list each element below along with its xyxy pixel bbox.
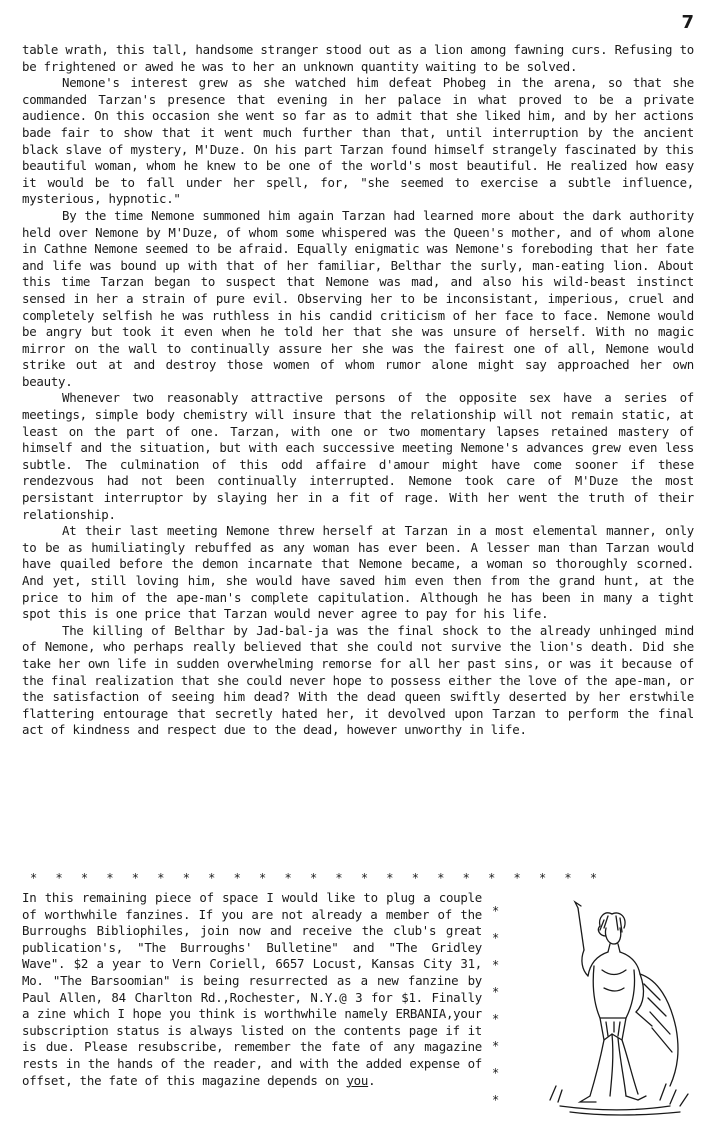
fanzine-plug (22, 890, 482, 1089)
article-body (22, 42, 694, 739)
article-paragraph: table wrath, this tall, handsome stranger stood out as a lion among fawning curs. Refusing to be frightened or awed he was to her an unknown quantity waiting to be solved. (22, 42, 694, 74)
article-paragraph: By the time Nemone summoned him again Tarzan had learned more about the dark authority held over Nemone by M'Duze, of whom some whispered was the Queen's mother, and of whom alone in Cathne Nemone seemed to be afraid. Equally enigmatic was Nemone's foreboding that her fate and life was bound up with that of her familiar, Belthar the surly, man-eating lion. About this time Tarzan began to suspect that Nemone was mad, and also his wild-beast instinct sensed in her a strain of pure evil. Observing her to be inconsistant, imperious, cruel and completely selfish he was ruthless in his candid criticism of her face to face. Nemone would be angry but took it even when he told her that she was unsure of herself. With no magic mirror on the wall to continually assure her she was the fairest one of all, Nemone would strike out at and destroy those women of whom rumor alone might say approached her own beauty. (22, 207, 694, 389)
article-paragraph: The killing of Belthar by Jad-bal-ja was the final shock to the already unhinged mind of Nemone, who perhaps really believed that she could not survive the lion's death. Did she take her own life in sudden overwhelming remorse for all her past sins, or was it because of the final realization that she could never hope to possess either the love of the ape-man, or the satisfaction of seeing him dead? With the dead queen swiftly deserted by her erstwhile flattering entourage that secretly hated her, it devolved upon Tarzan to perform the final act of kindness and respect due to the dead, however unworthy in life. (22, 622, 694, 738)
side-star: * (492, 1066, 500, 1080)
side-star: * (492, 1093, 500, 1107)
side-star: * (492, 931, 500, 945)
side-star: * (492, 904, 500, 918)
side-star: * (492, 1012, 500, 1026)
side-stars (492, 898, 506, 1114)
plug-period: . (368, 1072, 376, 1088)
page-number: 7 (681, 12, 694, 33)
tarzan-sketch-icon (520, 900, 706, 1120)
side-star: * (492, 958, 500, 972)
article-paragraph: At their last meeting Nemone threw herself at Tarzan in a most elemental manner, only to be as humiliatingly rebuffed as any woman has ever been. A lesser man than Tarzan would have quailed before the demon incarnate that Nemone became, a woman so thoroughly scorned. And yet, still loving him, she would have saved him even then from the grand hunt, at the price to him of the ape-man's complete capitulation. Although he has been in many a tight spot this is one price that Tarzan would never agree to pay for his life. (22, 523, 694, 622)
side-star: * (492, 1039, 500, 1053)
plug-text: In this remaining piece of space I would like to plug a couple of worthwhile fanzines. If you are not already a member of the Burroughs Bibliophiles, join now and receive the club's great publication's, "The Burroughs' Bulletine" and "The Gridley Wave". $2 a year to Vern Coriell, 6657 Locust, Kansas City 31, Mo. "The Barsoomian" is being resurrected as a new fanzine by Paul Allen, 84 Charlton Rd.,Rochester, N.Y.@ 3 for $1. Finally a zine which I hope you think is worthwhile namely ERBANIA,your subscription status is always listed on the contents page if it is due. Please resubscribe, remember the fate of any magazine rests in the hands of the reader, and with the added expense of offset, the fate of this magazine (22, 890, 482, 1088)
plug-emphasis: you (346, 1072, 369, 1088)
plug-paragraph (22, 890, 482, 1089)
plug-text-end: depends on (267, 1072, 347, 1088)
section-separator: * * * * * * * * * * * * * * * * * * * * * * * (30, 871, 603, 885)
article-paragraph: Nemone's interest grew as she watched him defeat Phobeg in the arena, so that she commanded Tarzan's presence that evening in her palace in what proved to be a private audience. On this occasion she went so far as to admit that she liked him, and by her actions bade fair to show that it went much further than that, until interruption by the ancient black slave of mystery, M'Duze. On his part Tarzan found himself strangely fascinated by this beautiful woman, whom he knew to be one of the world's most beautiful. He realized how easy it would be to fall under her spell, for, "she seemed to exercise a subtle influence, mysterious, hypnotic." (22, 75, 694, 207)
article-paragraph: Whenever two reasonably attractive persons of the opposite sex have a series of meetings, simple body chemistry will insure that the relationship will not remain static, at least on the part of one. Tarzan, with one or two momentary lapses retained mastery of himself and the situation, but with each successive meeting Nemone's advances grew even less subtle. The culmination of this odd affaire d'amour might have come sooner if these rendezvous had not been continually interrupted. Nemone took care of M'Duze the most persistant interruptor by slaying her in a fit of rage. With her went the truth of their relationship. (22, 390, 694, 522)
side-star: * (492, 985, 500, 999)
